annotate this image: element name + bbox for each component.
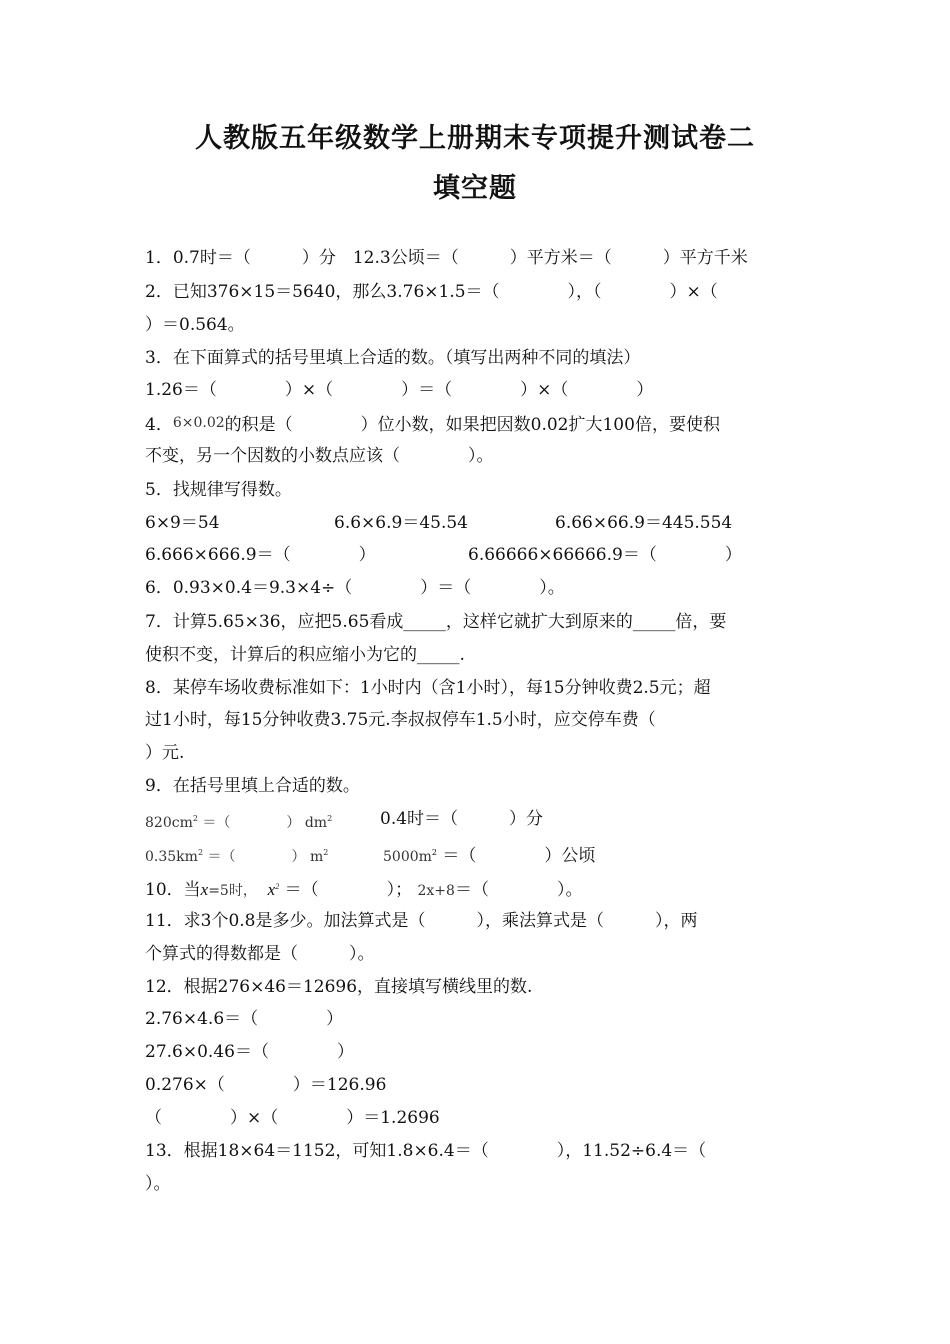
- q10-x-squared: $x^2$: [267, 880, 280, 899]
- q9-item-c: $0.35km^2$ ＝（ ） $m^2$: [145, 848, 329, 865]
- q12-item-a: 2.76×4.6＝（ ）: [145, 1009, 344, 1029]
- question-11-line-1: 11．求3个0.8是多少。加法算式是（ ），乘法算式是（ ），两: [145, 911, 698, 931]
- q9-c-unit: m: [309, 849, 324, 865]
- q12-item-c: 0.276×（ ）＝126.96: [145, 1075, 387, 1095]
- question-8-line-1: 8．某停车场收费标准如下：1小时内（含1小时），每15分钟收费2.5元；超: [145, 678, 711, 698]
- q10-expression: 2x+8: [417, 883, 455, 899]
- q10-prefix: 10．当: [145, 880, 201, 900]
- question-4-number: 4．: [145, 415, 173, 435]
- question-7-line-2: 使积不变，计算后的积应缩小为它的_____.: [145, 645, 465, 665]
- question-4-text: 的积是（ ）位小数，如果把因数0.02扩大100倍，要使积: [224, 415, 720, 435]
- q12-item-d: （ ）×（ ）＝1.2696: [145, 1108, 440, 1128]
- q10-variable: x: [200, 880, 209, 899]
- question-4-line-1: [145, 412, 720, 436]
- question-8-line-3: ）元.: [145, 743, 185, 763]
- q5-row1-item1: 6×9＝54: [145, 513, 220, 533]
- q9-c-blank: ＝（ ）: [207, 849, 306, 865]
- q10-blank-2: ＝（ ）。: [454, 880, 583, 900]
- q9-d-value: 5000m: [383, 849, 432, 865]
- q9-a-blank: ＝（ ）: [202, 815, 301, 831]
- q10-condition: =5时，: [208, 883, 257, 899]
- question-3-line-2: 1.26＝（ ）×（ ）＝（ ）×（ ）: [145, 380, 654, 400]
- question-10: [145, 876, 582, 902]
- q9-item-a: $820cm^2$ ＝（ ） $dm^2$: [145, 814, 333, 831]
- q10-blank-1: ＝（ ）；: [284, 880, 413, 900]
- q5-row1-item2: 6.6×6.9＝45.54: [334, 513, 468, 533]
- q5-row2-item2: 6.66666×66666.9＝（ ）: [468, 545, 742, 565]
- question-4-line-2: 不变，另一个因数的小数点应该（ ）。: [145, 446, 494, 466]
- question-9: 9．在括号里填上合适的数。: [145, 776, 360, 796]
- q12-item-b: 27.6×0.46＝（ ）: [145, 1042, 354, 1062]
- question-13-line-1: 13．根据18×64＝1152，可知1.8×6.4＝（ ），11.52÷6.4＝（: [145, 1141, 707, 1161]
- question-1: 1．0.7时＝（ ）分 12.3公顷＝（ ）平方米＝（ ）平方千米: [145, 248, 748, 268]
- question-11-line-2: 个算式的得数都是（ ）。: [145, 944, 375, 964]
- question-13-line-2: ）。: [145, 1174, 171, 1194]
- question-12: 12．根据276×46＝12696，直接填写横线里的数.: [145, 977, 533, 997]
- q9-c-value: 0.35km: [145, 849, 198, 865]
- question-6: 6．0.93×0.4＝9.3×4÷（ ）＝（ ）。: [145, 578, 565, 598]
- q9-item-b: 0.4时＝（ ）分: [380, 809, 544, 829]
- question-5: 5．找规律写得数。: [145, 480, 292, 500]
- q9-d-blank: ＝（ ）公顷: [442, 846, 596, 866]
- question-7-line-1: 7．计算5.65×36，应把5.65看成_____，这样它就扩大到原来的_____倍，要: [145, 612, 727, 632]
- question-8-line-2: 过1小时，每15分钟收费3.75元.李叔叔停车1.5小时，应交停车费（: [145, 710, 656, 730]
- section-subtitle: 填空题: [433, 173, 517, 204]
- q9-a-value: 820cm: [145, 815, 193, 831]
- q5-row2-item1: 6.666×666.9＝（ ）: [145, 545, 376, 565]
- page-title: 人教版五年级数学上册期末专项提升测试卷二: [195, 123, 755, 154]
- question-2-line-1: 2．已知376×15＝5640，那么3.76×1.5＝（ ），（ ）×（: [145, 282, 718, 302]
- question-2-line-2: ）＝0.564。: [145, 315, 245, 335]
- q9-a-unit: dm: [304, 815, 328, 831]
- q9-item-d: $5000m^2$ ＝（ ）公顷: [383, 846, 596, 866]
- question-3-line-1: 3．在下面算式的括号里填上合适的数。（填写出两种不同的填法）: [145, 348, 641, 368]
- question-4-expression: 6×0.02: [172, 415, 225, 431]
- q5-row1-item3: 6.66×66.9＝445.554: [555, 513, 733, 533]
